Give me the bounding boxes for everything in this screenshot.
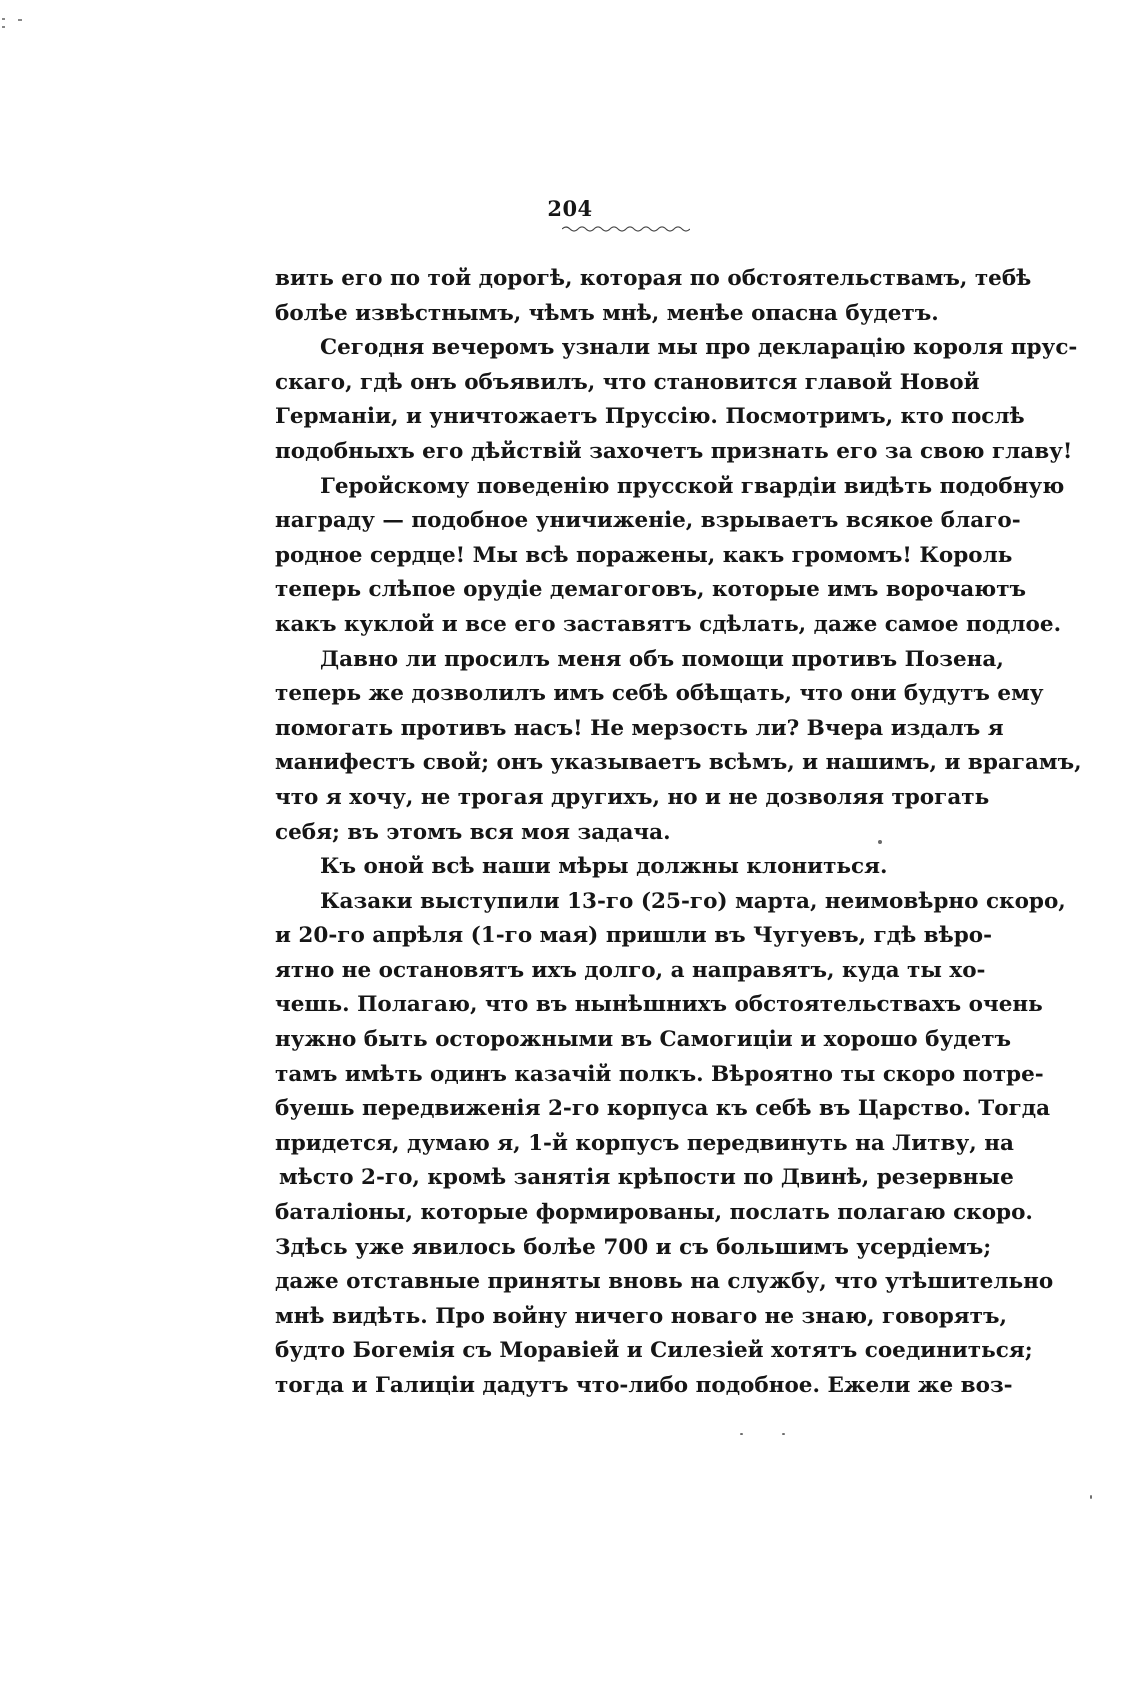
text-line: какъ куклой и все его заставятъ сдѣлать, даже самое подлое. — [275, 611, 1062, 637]
text-line: ятно не остановятъ ихъ долго, а направятъ, куда ты хо- — [275, 957, 986, 983]
text-line: баталіоны, которые формированы, послать полагаю скоро. — [275, 1200, 1033, 1226]
text-line: мѣсто 2-го, кромѣ занятія крѣпости по Двинѣ, резервные — [279, 1165, 1014, 1191]
text-line: родное сердце! Мы всѣ поражены, какъ громомъ! Король — [275, 542, 1013, 568]
scan-edge-mark — [2, 26, 5, 28]
scan-speck — [782, 1433, 785, 1435]
text-line: тогда и Галиціи дадутъ что-либо подобное. Ежели же воз- — [275, 1373, 1013, 1398]
scan-speck — [1090, 1495, 1092, 1499]
scan-speck — [740, 1433, 743, 1435]
text-line: придется, думаю я, 1-й корпусъ передвинуть на Литву, на — [275, 1130, 1014, 1156]
text-line: чешь. Полагаю, что въ нынѣшнихъ обстоятельствахъ очень — [275, 992, 1043, 1018]
scan-speck — [878, 840, 882, 844]
text-line: теперь же дозволилъ имъ себѣ обѣщать, что они будутъ ему — [275, 681, 1044, 707]
body-text — [275, 262, 1082, 1404]
text-line: Казаки выступили 13-го (25-го) марта, неимовѣрно скоро, — [320, 888, 1066, 914]
text-line: и 20-го апрѣля (1-го мая) пришли въ Чугуевъ, гдѣ вѣро- — [275, 923, 993, 949]
text-line: Здѣсь уже явилось болѣе 700 и съ большимъ усердіемъ; — [275, 1234, 992, 1260]
text-line: что я хочу, не трогая другихъ, но и не дозволяя трогать — [275, 784, 990, 810]
text-line: манифестъ свой; онъ указываетъ всѣмъ, и нашимъ, и врагамъ, — [275, 750, 1082, 776]
page-number: 204 — [547, 196, 593, 221]
text-line: теперь слѣпое орудіе демагоговъ, которые имъ ворочаютъ — [275, 577, 1027, 603]
text-line: вить его по той дорогѣ, которая по обстоятельствамъ, тебѣ — [275, 266, 1032, 291]
text-line: Геройскому поведенію прусской гвардіи видѣть подобную — [320, 473, 1065, 499]
text-line: Сегодня вечеромъ узнали мы про декларацію короля прус- — [320, 335, 1078, 361]
wavy-rule-ornament — [562, 225, 690, 233]
text-line: помогать противъ насъ! Не мерзость ли? Вчера издалъ я — [275, 715, 1004, 741]
text-line: себя; въ этомъ вся моя задача. — [275, 819, 671, 845]
text-line: тамъ имѣть одинъ казачій полкъ. Вѣроятно ты скоро потре- — [275, 1061, 1044, 1087]
text-line: нужно быть осторожными въ Самогиціи и хорошо будетъ — [275, 1027, 1012, 1053]
text-line: буешь передвиженія 2-го корпуса къ себѣ въ Царство. Тогда — [275, 1096, 1051, 1122]
text-line: даже отставные приняты вновь на службу, что утѣшительно — [275, 1269, 1054, 1295]
text-line: подобныхъ его дѣйствій захочетъ признать его за свою главу! — [275, 438, 1073, 464]
text-line: Германіи, и уничтожаетъ Пруссію. Посмотримъ, кто послѣ — [275, 404, 1025, 430]
text-line: награду — подобное уничиженіе, взрываетъ всякое благо- — [275, 508, 1021, 534]
scan-edge-mark — [18, 19, 22, 21]
text-line: скаго, гдѣ онъ объявилъ, что становится главой Новой — [275, 369, 980, 395]
scan-edge-mark — [2, 18, 5, 20]
text-line: Давно ли просилъ меня объ помощи противъ Позена, — [320, 646, 1004, 672]
text-line: Къ оной всѣ наши мѣры должны клониться. — [320, 854, 888, 880]
text-line: будто Богемія съ Моравіей и Силезіей хотятъ соединиться; — [275, 1338, 1033, 1364]
text-line: болѣе извѣстнымъ, чѣмъ мнѣ, менѣе опасна будетъ. — [275, 300, 939, 326]
text-line: мнѣ видѣть. Про войну ничего новаго не знаю, говорятъ, — [275, 1303, 1007, 1329]
